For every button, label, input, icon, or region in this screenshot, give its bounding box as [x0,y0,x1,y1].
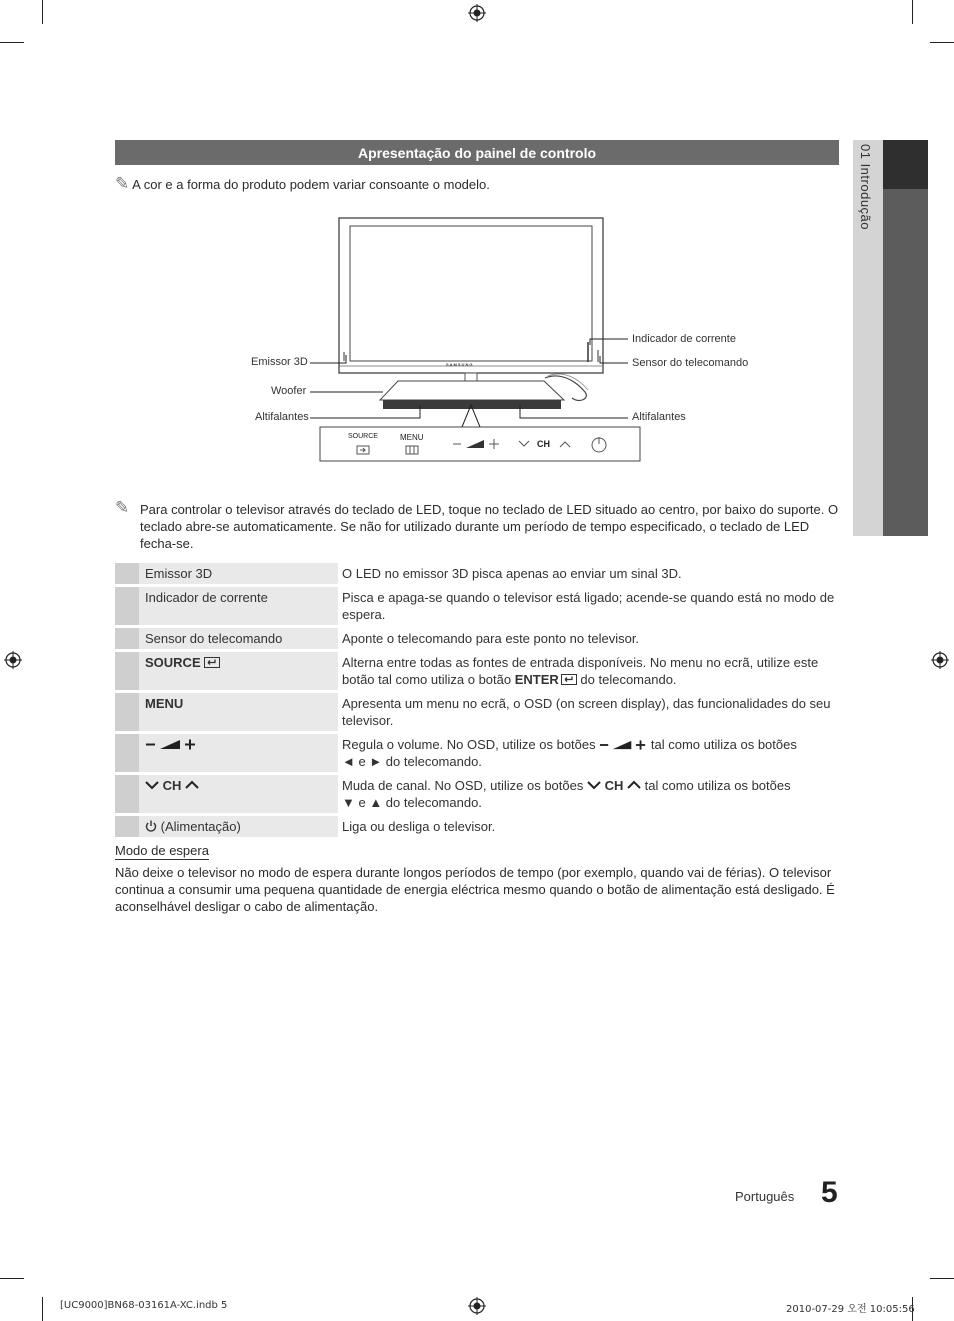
desc-part: Alterna entre todas as fontes de entrada disponíveis. No menu no ecrã, utilize este botão tal como utiliza o botão [342,655,819,687]
row-label: Indicador de corrente [145,590,268,605]
power-icon [145,820,157,832]
chevron-down-icon [587,780,601,790]
row-label: Sensor do telecomando [145,631,283,646]
row-label: Emissor 3D [145,566,213,581]
table-row [115,734,839,772]
print-slug-right: 2010-07-29 오전 10:05:56 [786,1304,915,1315]
crop-mark [912,0,913,24]
row-label [139,734,203,772]
crop-mark [42,1297,43,1321]
volume-control-icon [599,739,647,751]
enter-icon [561,674,577,685]
crop-mark [0,42,24,43]
section-title: Apresentação do painel de controlo [115,140,839,165]
chapter-tab-label: 01 Introdução [858,144,873,231]
label-altifalantes-left: Altifalantes [255,411,309,423]
note-led-keypad [115,498,840,552]
label-indicador-corrente: Indicador de corrente [632,333,736,345]
row-label [139,652,226,690]
desc-part: Regula o volume. No OSD, utilize os botões [342,737,596,752]
registration-mark-icon [468,4,486,22]
page-number: 5 [821,1176,838,1209]
desc-part: do telecomando. [576,672,677,687]
label-emissor-3d: Emissor 3D [251,356,308,368]
row-label [139,816,247,837]
row-label [139,775,205,813]
print-slug-left: [UC9000]BN68-03161A-XC.indb 5 [60,1300,228,1311]
row-desc [342,652,839,690]
panel-menu-label: MENU [400,433,424,442]
desc-part: tal como utiliza os botões [650,737,797,752]
footer-language: Português [735,1189,795,1204]
registration-mark-icon [931,651,949,669]
enter-label: ENTER [514,672,559,687]
tv-brand-logo: SAMSUNG [446,362,474,367]
table-row [115,693,839,731]
crop-mark [0,1278,24,1279]
row-desc: Apresenta um menu no ecrã, o OSD (on screen display), das funcionalidades do seu televisor. [342,696,831,728]
power-label: (Alimentação) [160,819,241,834]
row-desc: Aponte o telecomando para este ponto no televisor. [342,631,640,646]
desc-part: Muda de canal. No OSD, utilize os botões [342,778,584,793]
crop-mark [42,0,43,24]
side-tab-dark [883,189,928,536]
row-desc: Liga ou desliga o televisor. [342,819,496,834]
row-label: MENU [145,696,184,711]
standby-text: Não deixe o televisor no modo de espera durante longos períodos de tempo (por exemplo, quando vai de férias). O televisor continua a consumir uma pequena quantidade de energia eléctrica mesmo quando o botão de alimentação está desligado. É aconselhável desligar o cabo de alimentação. [115,865,835,914]
row-desc [342,734,839,772]
note-pencil-icon: ✎ [115,174,130,193]
table-row [115,628,839,649]
row-desc: Pisca e apaga-se quando o televisor está ligado; acende-se quando está no modo de espera. [342,590,835,622]
table-row [115,587,839,625]
note-variation [115,175,490,193]
label-woofer: Woofer [271,385,307,397]
crop-mark [930,1278,954,1279]
table-row [115,652,839,690]
crop-mark [930,42,954,43]
source-label: SOURCE [145,655,201,670]
chevron-down-icon [145,780,159,790]
controls-table [115,563,839,840]
enter-icon [204,657,220,668]
chevron-up-icon [627,780,641,790]
table-row [115,775,839,813]
note-text: Para controlar o televisor através do teclado de LED, toque no teclado de LED situado ao centro, por baixo do suporte. O teclado abre-se automaticamente. Se não for utilizado durante um período de tempo especificado, o teclado de LED fecha-se. [140,502,839,551]
standby-title: Modo de espera [115,843,209,858]
registration-mark-icon [4,651,22,669]
chevron-up-icon [185,780,199,790]
row-desc [342,775,839,813]
registration-mark-icon [468,1297,486,1315]
label-sensor-telecomando: Sensor do telecomando [632,357,749,369]
desc-part: ▼ e ▲ do telecomando. [342,795,482,810]
note-text: A cor e a forma do produto podem variar consoante o modelo. [132,177,490,192]
desc-part: tal como utiliza os botões [644,778,791,793]
note-pencil-icon: ✎ [115,498,130,517]
volume-control-icon [145,738,197,751]
label-altifalantes-right: Altifalantes [632,411,686,423]
desc-part: ◄ e ► do telecomando. [342,754,482,769]
table-row [115,816,839,837]
ch-label: CH [162,778,182,793]
table-row [115,563,839,584]
panel-source-label: SOURCE [348,433,378,440]
side-tab-marker [883,140,928,189]
row-desc: O LED no emissor 3D pisca apenas ao enviar um sinal 3D. [342,566,682,581]
panel-ch-label: CH [537,439,550,449]
ch-label: CH [604,778,624,793]
